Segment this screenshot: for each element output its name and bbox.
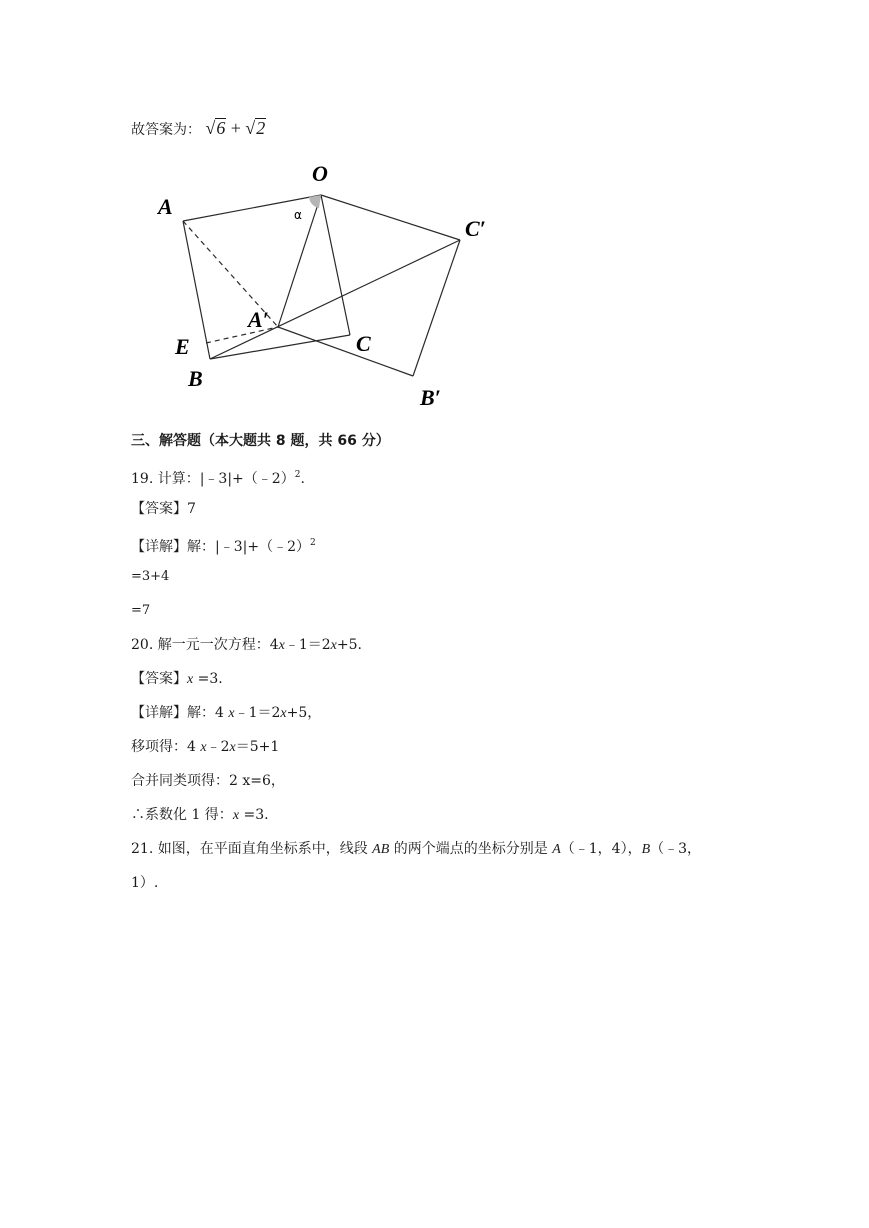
q19-exponent: 2 — [294, 470, 301, 480]
q20-step1-var-1: x — [200, 740, 207, 755]
q20-step2: 合并同类项得：2 x=6， — [131, 773, 285, 789]
q21-part4: （﹣3， — [650, 841, 702, 857]
sqrt-2-radicand: 2 — [256, 118, 266, 138]
q19-step1: =3+4 — [131, 569, 170, 584]
q21-question-line2: 1）. — [131, 875, 159, 891]
intro-answer-line — [131, 118, 266, 140]
q20-step3-var: x — [232, 808, 240, 823]
q19-detail-prefix: 【详解】解： — [131, 539, 215, 555]
sqrt-6: √6 — [205, 118, 226, 138]
q20-detail-end: +5， — [286, 705, 322, 721]
q20-answer-value: =3. — [193, 671, 223, 687]
sqrt-6-radicand: 6 — [216, 118, 226, 138]
q19-prefix: 19. 计算： — [131, 471, 200, 487]
q20-prefix: 20. 解一元一次方程：4 — [131, 637, 279, 653]
q20-question — [131, 635, 362, 656]
q20-var-1: x — [278, 638, 285, 653]
q20-step1-end: ＝5+1 — [235, 739, 280, 755]
q19-detail-exponent: 2 — [309, 538, 316, 548]
label-Bp: B′ — [420, 385, 441, 410]
q20-end: +5. — [336, 637, 362, 653]
segment-BC — [210, 335, 350, 359]
segment-BCp — [210, 240, 460, 359]
q20-step3-prefix: ∴系数化 1 得： — [131, 807, 233, 823]
q20-step1-var-2: x — [229, 740, 236, 755]
q20-detail-var-2: x — [280, 706, 287, 721]
q20-detail-rest: ﹣1＝2 — [234, 705, 281, 721]
q21-ab: AB — [372, 842, 390, 857]
q21-b: B — [641, 842, 651, 857]
q20-rest: ﹣1＝2 — [284, 637, 331, 653]
segment-OC — [321, 195, 350, 335]
q20-answer — [131, 669, 223, 690]
q19-step2: =7 — [131, 603, 151, 618]
q20-step1 — [131, 737, 279, 758]
q20-answer-var: x — [187, 672, 194, 687]
intro-label: 故答案为： — [131, 122, 201, 138]
q20-answer-prefix: 【答案】 — [131, 671, 187, 687]
q19-detail-expr: |﹣3|+（﹣2） — [215, 539, 310, 555]
q21-part3: （﹣1，4）， — [560, 841, 642, 857]
label-O: O — [312, 161, 328, 186]
q21-part2: 的两个端点的坐标分别是 — [389, 841, 553, 857]
q21-part1: 21. 如图，在平面直角坐标系中，线段 — [131, 841, 373, 857]
q19-detail — [131, 533, 316, 557]
q20-step3-end: =3. — [239, 807, 269, 823]
label-B: B — [188, 366, 203, 391]
q19-expr: |﹣3|+（﹣2） — [199, 471, 295, 487]
angle-alpha-arc — [309, 195, 321, 208]
q20-step1-mid: ﹣2 — [206, 739, 230, 755]
label-C: C — [356, 331, 371, 356]
geometry-figure — [150, 158, 500, 418]
q19-end: . — [300, 471, 305, 487]
sqrt-2: √2 — [245, 118, 266, 138]
label-A: A — [158, 194, 173, 219]
label-alpha: α — [294, 208, 302, 222]
segment-CpBp — [413, 240, 460, 376]
label-E: E — [175, 334, 190, 359]
q21-a: A — [552, 842, 561, 857]
section-3-title: 三、解答题（本大题共 8 题，共 66 分） — [131, 433, 390, 449]
label-Cp: C′ — [465, 216, 486, 241]
q20-step3 — [131, 805, 269, 826]
q19-question — [131, 465, 305, 489]
q20-step1-prefix: 移项得：4 — [131, 739, 201, 755]
q20-detail-var-1: x — [228, 706, 235, 721]
q21-question-line1 — [131, 839, 701, 860]
q19-answer: 【答案】7 — [131, 501, 196, 517]
q20-detail-prefix: 【详解】解：4 — [131, 705, 229, 721]
plus-sign: + — [230, 118, 241, 138]
segment-ApBp — [278, 327, 413, 376]
q20-var-2: x — [330, 638, 337, 653]
label-Ap: A′ — [248, 307, 269, 332]
segment-OCp — [321, 195, 460, 240]
q20-detail — [131, 703, 321, 724]
